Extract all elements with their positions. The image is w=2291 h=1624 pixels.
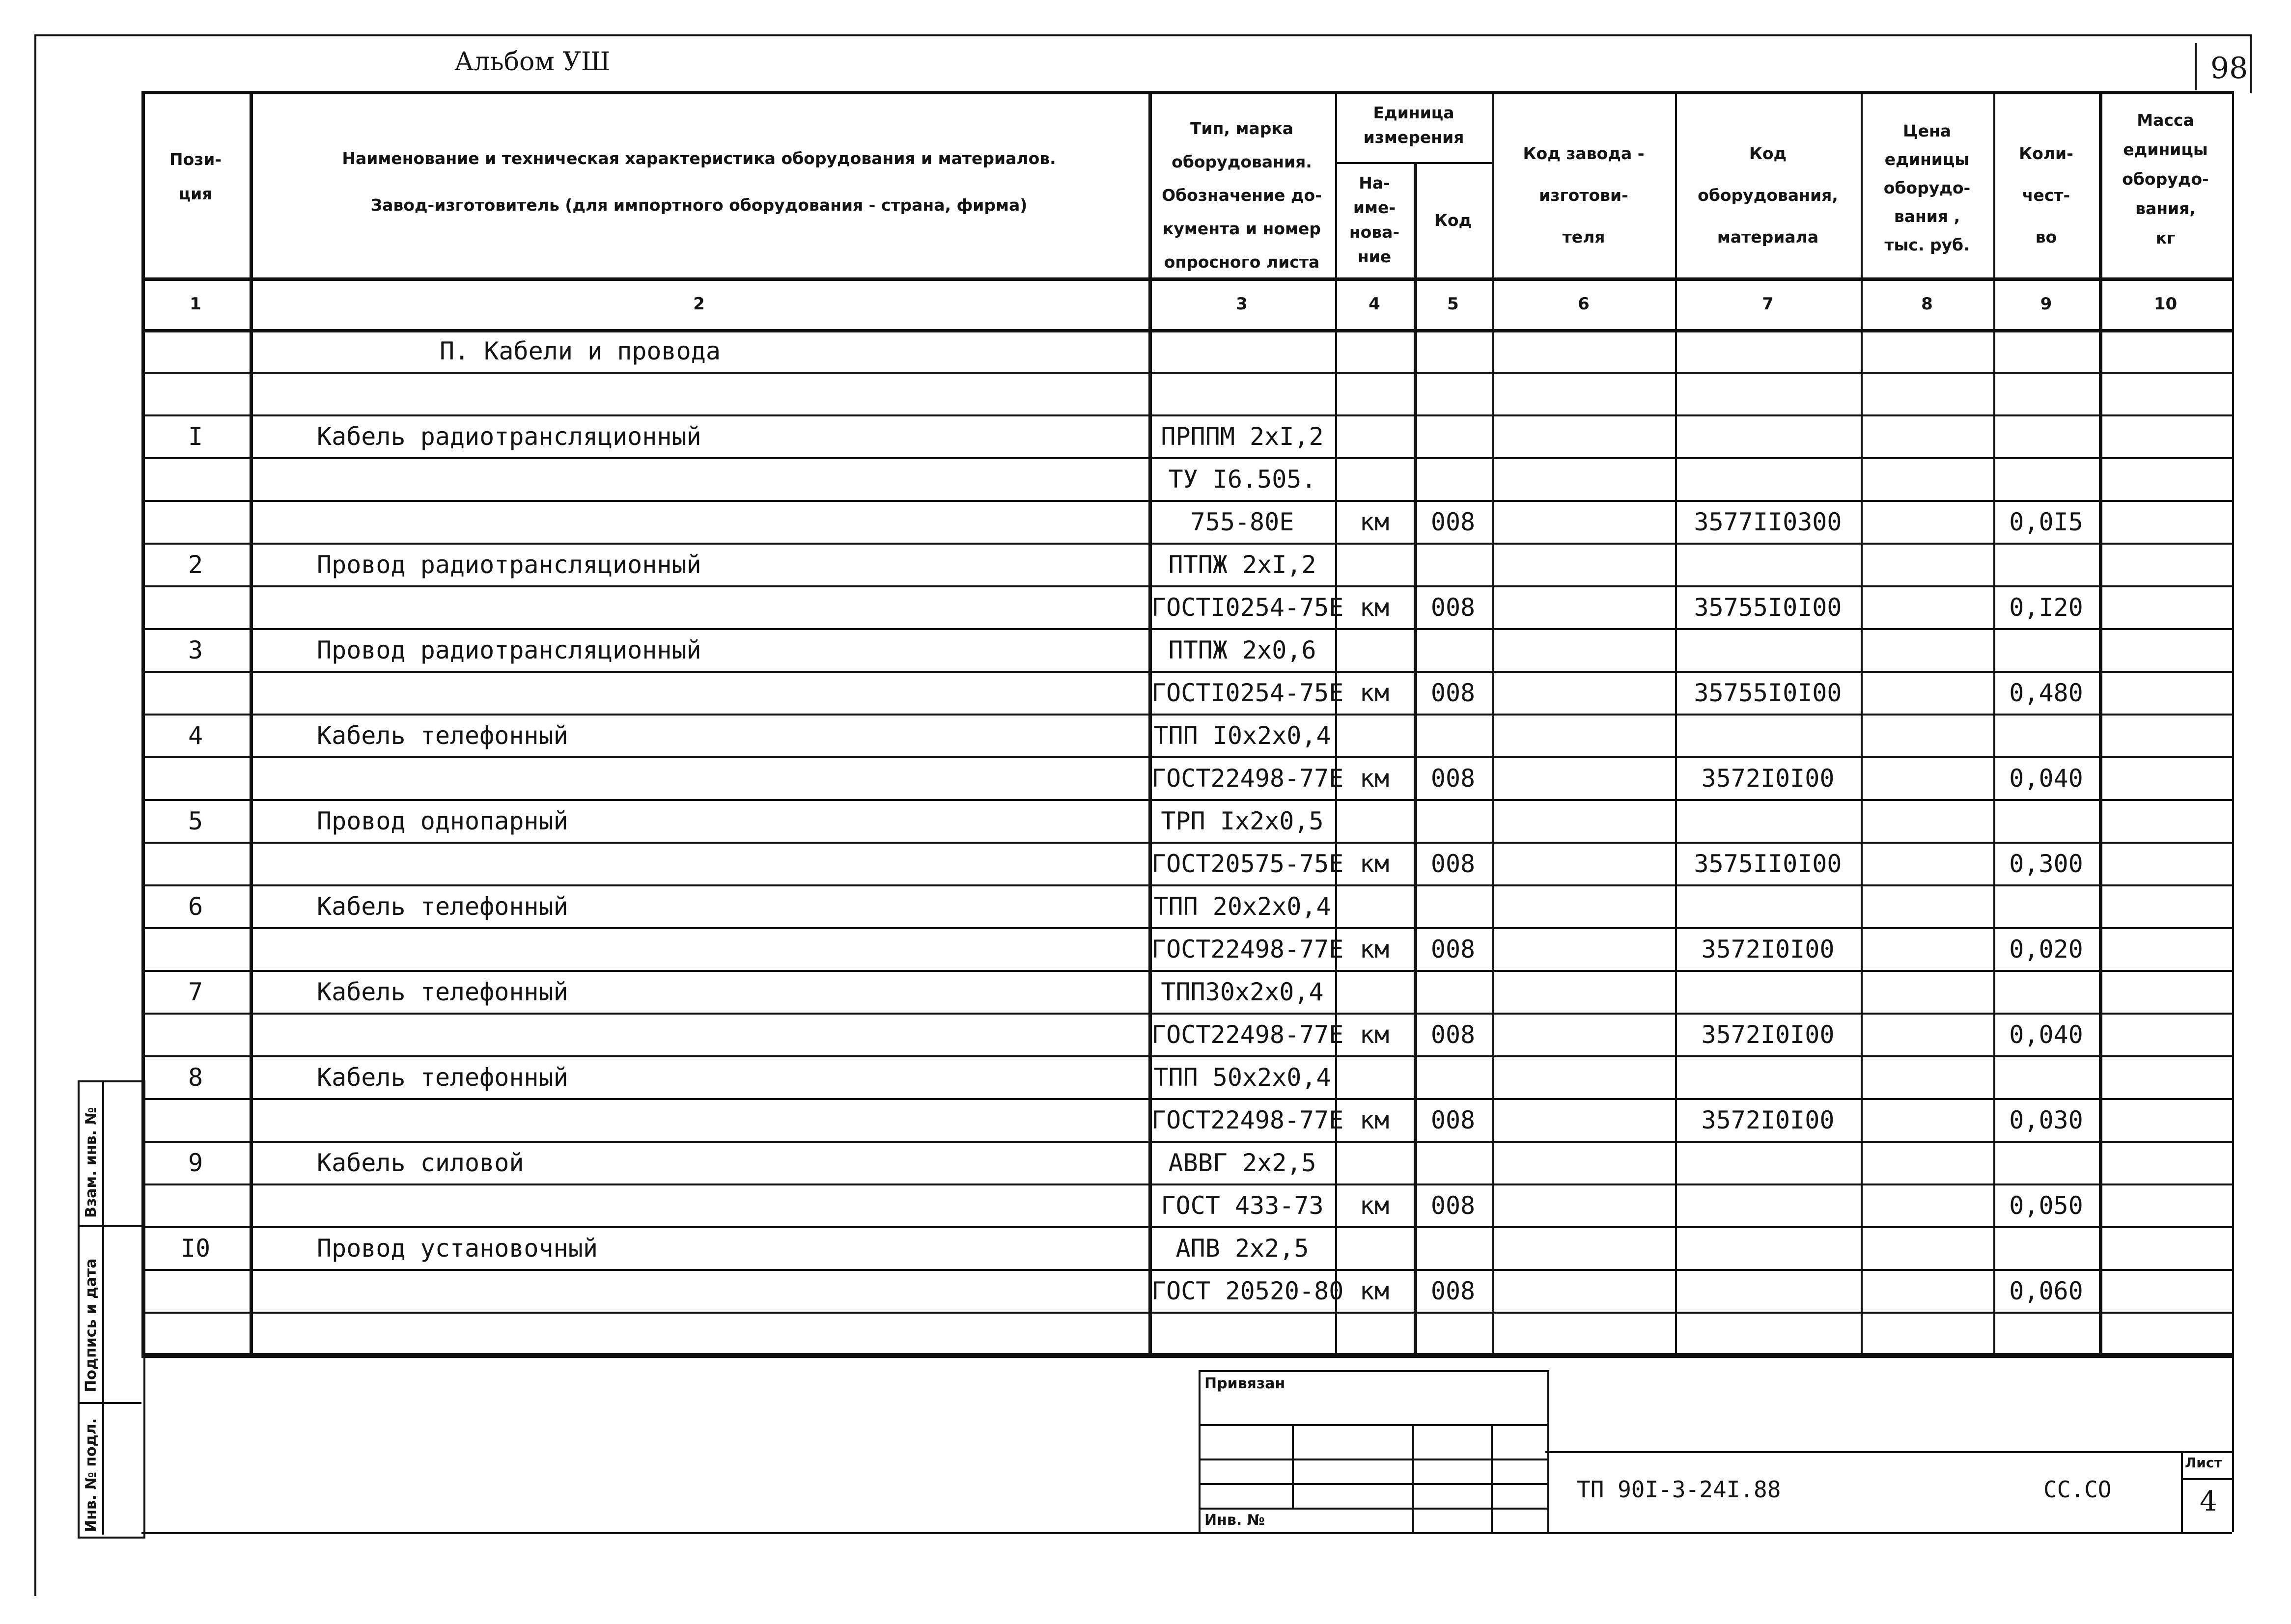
row-line: [141, 1013, 2232, 1015]
item-type: ПТПЖ 2хI,2: [1168, 551, 1316, 579]
item-type: ГОСТ 20520-80: [1151, 1277, 1344, 1305]
side-stamp-rule-1: [78, 1225, 141, 1227]
row-line: [141, 1184, 2232, 1185]
item-name: Кабель телефонный: [317, 721, 568, 750]
row-line: [141, 1312, 2232, 1314]
code-box-top: [1545, 1451, 2233, 1453]
item-unit: км: [1359, 1106, 1390, 1134]
frame-left-line: [34, 34, 36, 1596]
item-unit-code: 008: [1430, 679, 1476, 707]
row-line: [141, 1055, 2232, 1057]
column-number: 5: [1447, 294, 1459, 314]
column-body-line-7: [1861, 277, 1863, 1354]
row-line: [141, 628, 2232, 630]
column-number: 9: [2040, 294, 2052, 314]
document-code: ТП 90I-3-24I.88: [1577, 1476, 1781, 1503]
item-name: Провод установочный: [317, 1234, 598, 1263]
item-unit-code: 008: [1430, 593, 1476, 622]
item-unit: км: [1359, 508, 1390, 536]
row-line: [141, 970, 2232, 972]
item-unit: км: [1359, 935, 1390, 963]
row-line: [141, 714, 2232, 716]
item-quantity: 0,300: [2009, 850, 2083, 878]
item-quantity: 0,020: [2009, 935, 2083, 963]
item-type: ПРППМ 2хI,2: [1161, 422, 1324, 451]
row-line: [141, 1226, 2232, 1228]
row-line: [141, 543, 2232, 545]
item-unit: км: [1359, 1020, 1390, 1049]
item-position: I: [188, 422, 203, 451]
item-unit: км: [1359, 850, 1390, 878]
row-line: [141, 1141, 2232, 1143]
column-number: 6: [1578, 294, 1590, 314]
item-name: Провод радиотрансляционный: [317, 551, 701, 579]
item-type: ТПП I0х2х0,4: [1153, 721, 1331, 750]
number-row-bottom-line: [141, 329, 2232, 332]
item-type: АПВ 2х2,5: [1175, 1234, 1309, 1263]
item-name: Кабель телефонный: [317, 978, 568, 1006]
side-label-vzam: Взам. инв. №: [83, 1107, 100, 1218]
column-body-line-10: [2232, 277, 2234, 1354]
table-top-line: [141, 91, 2232, 94]
header-type: Тип, марка оборудования. Обозначение до- кумента и номер опросного листа: [1162, 119, 1322, 272]
item-material-code: 3572I0I00: [1701, 764, 1835, 793]
item-name: Кабель радиотрансляционный: [317, 422, 701, 451]
item-quantity: 0,040: [2009, 1020, 2083, 1049]
table-bottom-line: [141, 1354, 2232, 1358]
item-name: Провод однопарный: [317, 807, 568, 835]
side-label-podpis: Подпись и дата: [83, 1258, 100, 1392]
item-unit: км: [1359, 1191, 1390, 1220]
item-type: ГОСТ22498-77Е: [1151, 764, 1344, 793]
item-type: ТУ I6.505.: [1168, 465, 1316, 494]
privyazan-rule-4: [1199, 1508, 1547, 1510]
side-stamp-rule-2: [78, 1402, 141, 1404]
column-number: 4: [1369, 294, 1380, 314]
item-name: Провод радиотрансляционный: [317, 636, 701, 664]
row-line: [141, 457, 2232, 459]
row-line: [141, 1269, 2232, 1271]
item-unit: км: [1359, 593, 1390, 622]
column-line-10: [2232, 91, 2234, 277]
column-number: 1: [190, 294, 201, 314]
item-material-code: 3572I0I00: [1701, 935, 1835, 963]
item-unit-code: 008: [1430, 1020, 1476, 1049]
item-type: ГОСТI0254-75Е: [1151, 593, 1344, 622]
item-unit: км: [1359, 1277, 1390, 1305]
side-stamp-divider: [102, 1080, 104, 1535]
header-quantity: Коли- чест- во: [2019, 144, 2073, 247]
item-material-code: 35755I0I00: [1694, 679, 1842, 707]
item-quantity: 0,I20: [2009, 593, 2083, 622]
item-quantity: 0,030: [2009, 1106, 2083, 1134]
item-quantity: 0,060: [2009, 1277, 2083, 1305]
header-factory-code: Код завода - изготови- теля: [1523, 144, 1645, 247]
item-material-code: 3572I0I00: [1701, 1106, 1835, 1134]
header-material-code: Код оборудования, материала: [1698, 144, 1838, 247]
item-type: АВВГ 2х2,5: [1168, 1149, 1316, 1177]
header-unit-name: На- име- нова- ние: [1349, 173, 1400, 266]
column-body-line-5: [1492, 277, 1494, 1354]
item-type: ГОСТ 433-73: [1161, 1191, 1324, 1220]
stamp-top-line: [141, 1353, 2232, 1355]
sheet-box-rule: [2181, 1478, 2232, 1480]
item-quantity: 0,040: [2009, 764, 2083, 793]
header-unit-group: Единица измерения: [1363, 103, 1464, 147]
item-unit-code: 008: [1430, 850, 1476, 878]
row-line: [141, 671, 2232, 673]
item-type: ГОСТI0254-75Е: [1151, 679, 1344, 707]
row-line: [141, 927, 2232, 929]
column-number: 10: [2153, 294, 2178, 314]
privyazan-col-1: [1292, 1424, 1294, 1508]
section-title: П. Кабели и провода: [440, 337, 721, 365]
item-type: ТПП 50х2х0,4: [1153, 1063, 1331, 1092]
row-line: [141, 1098, 2232, 1100]
item-material-code: 3575II0I00: [1694, 850, 1842, 878]
column-body-line-6: [1675, 277, 1677, 1354]
side-label-inv-podl: Инв. № подл.: [83, 1418, 100, 1532]
item-position: 6: [188, 892, 203, 921]
stamp-right-line: [2232, 1353, 2234, 1532]
item-type: ГОСТ22498-77Е: [1151, 1020, 1344, 1049]
item-material-code: 3577II0300: [1694, 508, 1842, 536]
item-unit-code: 008: [1430, 764, 1476, 793]
header-name: Наименование и техническая характеристика оборудования и материалов. Завод-изготовитель (для импортного оборудования - страна, фирма): [342, 149, 1056, 215]
frame-right-line: [2250, 34, 2252, 93]
album-label: Альбом УШ: [454, 47, 611, 77]
privyazan-col-2: [1412, 1424, 1414, 1532]
column-number: 8: [1921, 294, 1933, 314]
item-position: 5: [188, 807, 203, 835]
sheet-number: 4: [2200, 1486, 2217, 1517]
stamp-bottom-line: [141, 1532, 2232, 1534]
sheet-label: Лист: [2185, 1455, 2222, 1471]
header-position: Пози- ция: [169, 150, 222, 203]
column-number: 7: [1762, 294, 1774, 314]
item-type: ГОСТ22498-77Е: [1151, 935, 1344, 963]
row-line: [141, 585, 2232, 587]
privyazan-label: Привязан: [1204, 1375, 1285, 1392]
row-line: [141, 799, 2232, 801]
item-type: ГОСТ20575-75Е: [1151, 850, 1344, 878]
page-number: 98: [2210, 51, 2248, 85]
item-name: Кабель телефонный: [317, 892, 568, 921]
item-position: 9: [188, 1149, 203, 1177]
item-unit: км: [1359, 679, 1390, 707]
row-line: [141, 414, 2232, 416]
sheet-box-left: [2181, 1451, 2183, 1532]
item-position: 8: [188, 1063, 203, 1092]
row-line: [141, 842, 2232, 844]
column-body-line-9: [2099, 277, 2102, 1354]
item-name: Кабель телефонный: [317, 1063, 568, 1092]
header-mass: Масса единицы оборудо- вания, кг: [2122, 110, 2209, 248]
item-position: 3: [188, 636, 203, 664]
row-line: [141, 756, 2232, 758]
document-suffix: СС.СО: [2043, 1476, 2112, 1503]
row-line: [141, 372, 2232, 374]
item-type: ГОСТ22498-77Е: [1151, 1106, 1344, 1134]
column-number: 3: [1236, 294, 1248, 314]
privyazan-rule-3: [1199, 1483, 1547, 1485]
item-material-code: 3572I0I00: [1701, 1020, 1835, 1049]
row-line: [141, 500, 2232, 502]
item-name: Кабель силовой: [317, 1149, 524, 1177]
row-line: [141, 884, 2232, 886]
item-unit-code: 008: [1430, 1191, 1476, 1220]
item-type: 755-80Е: [1190, 508, 1294, 536]
item-quantity: 0,0I5: [2009, 508, 2083, 536]
header-unit-code: Код: [1434, 211, 1472, 230]
item-material-code: 35755I0I00: [1694, 593, 1842, 622]
item-quantity: 0,050: [2009, 1191, 2083, 1220]
frame-top-line: [34, 34, 2250, 36]
item-type: ТРП Iх2х0,5: [1161, 807, 1324, 835]
item-position: 7: [188, 978, 203, 1006]
item-type: ПТПЖ 2х0,6: [1168, 636, 1316, 664]
item-unit-code: 008: [1430, 508, 1476, 536]
privyazan-rule-1: [1199, 1424, 1547, 1426]
privyazan-rule-2: [1199, 1459, 1547, 1460]
privyazan-col-3: [1491, 1424, 1493, 1532]
item-type: ТПП 20х2х0,4: [1153, 892, 1331, 921]
item-position: 2: [188, 551, 203, 579]
column-body-line-1: [250, 277, 253, 1354]
item-unit-code: 008: [1430, 1277, 1476, 1305]
item-unit-code: 008: [1430, 935, 1476, 963]
item-position: I0: [180, 1234, 211, 1263]
column-number: 2: [693, 294, 705, 314]
header-price: Цена единицы оборудо- вания , тыс. руб.: [1883, 121, 1971, 254]
item-unit-code: 008: [1430, 1106, 1476, 1134]
item-unit: км: [1359, 764, 1390, 793]
item-type: ТПП30х2х0,4: [1161, 978, 1324, 1006]
item-position: 4: [188, 721, 203, 750]
item-quantity: 0,480: [2009, 679, 2083, 707]
inv-label: Инв. №: [1204, 1512, 1265, 1529]
